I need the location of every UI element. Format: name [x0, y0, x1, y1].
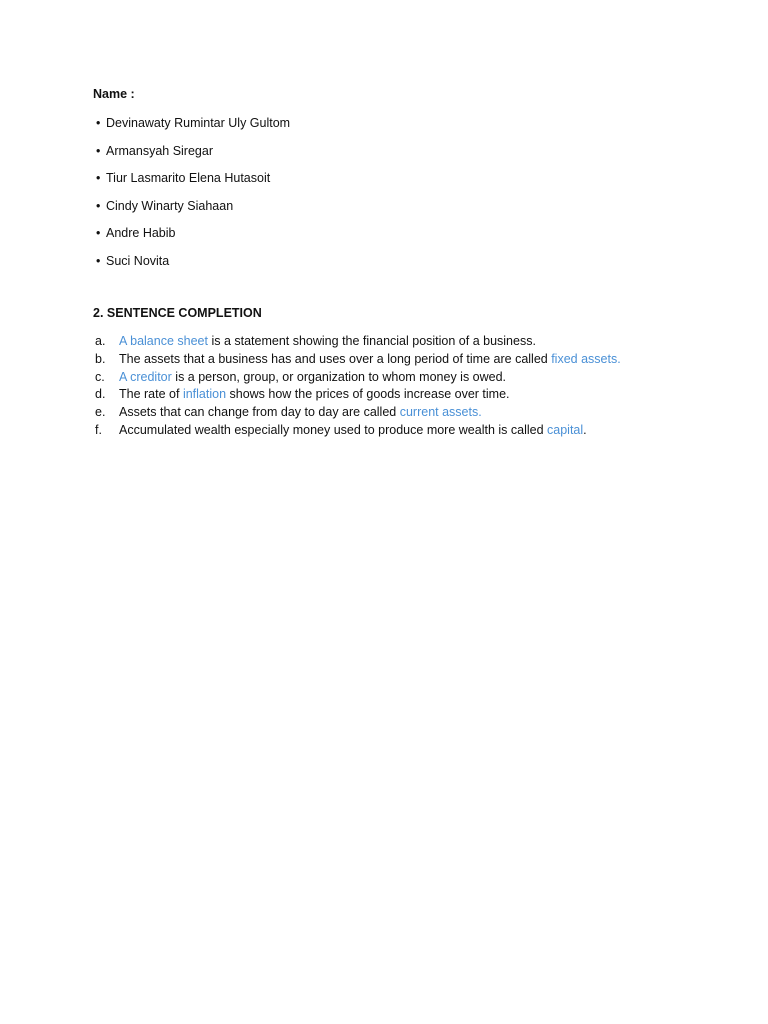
section-title: 2. SENTENCE COMPLETION: [93, 306, 262, 320]
sentence-text-before: Assets that can change from day to day are called: [119, 405, 400, 420]
name-list-item: [96, 143, 290, 171]
answer-text: current assets.: [399, 405, 482, 420]
bullet-icon: •: [96, 198, 101, 213]
item-letter: a.: [95, 334, 106, 348]
item-letter: c.: [95, 369, 105, 384]
sentence-text-before: Accumulated wealth especially money used to produce more wealth is called: [119, 422, 548, 437]
sentence-list: [95, 333, 621, 440]
name-list: [96, 115, 290, 280]
sentence-text-before: The rate of: [119, 387, 183, 402]
member-name: Armansyah Siregar: [106, 143, 213, 158]
bullet-icon: •: [96, 116, 101, 130]
sentence-item: [95, 404, 621, 422]
sentence-text-after: shows how the prices of goods increase over time.: [226, 387, 510, 402]
answer-text: capital: [547, 422, 584, 437]
sentence-text-after: .: [583, 422, 587, 437]
bullet-icon: •: [96, 143, 101, 158]
sentence-item: [95, 351, 621, 369]
sentence-item: [95, 422, 621, 440]
sentence-item: [95, 369, 621, 387]
member-name: Andre Habib: [106, 226, 176, 240]
name-list-item: [96, 225, 290, 253]
item-letter: b.: [95, 351, 106, 366]
sentence-text-after: is a statement showing the financial position of a business.: [207, 334, 536, 348]
answer-text: fixed assets.: [551, 351, 621, 366]
member-name: Cindy Winarty Siahaan: [106, 198, 234, 213]
item-letter: f.: [95, 422, 102, 437]
bullet-icon: •: [96, 171, 101, 185]
name-list-item: [96, 253, 290, 281]
answer-text: A balance sheet: [119, 334, 208, 348]
bullet-icon: •: [96, 253, 101, 268]
member-name: Tiur Lasmarito Elena Hutasoit: [106, 171, 271, 185]
name-list-item: [96, 115, 290, 143]
answer-text: inflation: [182, 387, 227, 402]
item-letter: e.: [95, 405, 106, 420]
answer-text: A creditor: [119, 369, 172, 384]
bullet-icon: •: [96, 226, 101, 240]
member-name: Devinawaty Rumintar Uly Gultom: [106, 116, 291, 130]
item-letter: d.: [95, 387, 106, 402]
sentence-item: [95, 333, 621, 351]
member-name: Suci Novita: [106, 253, 170, 268]
sentence-item: [95, 386, 621, 404]
name-label: Name :: [93, 87, 135, 101]
name-list-item: [96, 198, 290, 226]
name-list-item: [96, 170, 290, 198]
sentence-text-after: is a person, group, or organization to whom money is owed.: [171, 369, 507, 384]
sentence-text-before: The assets that a business has and uses over a long period of time are called: [119, 351, 552, 366]
